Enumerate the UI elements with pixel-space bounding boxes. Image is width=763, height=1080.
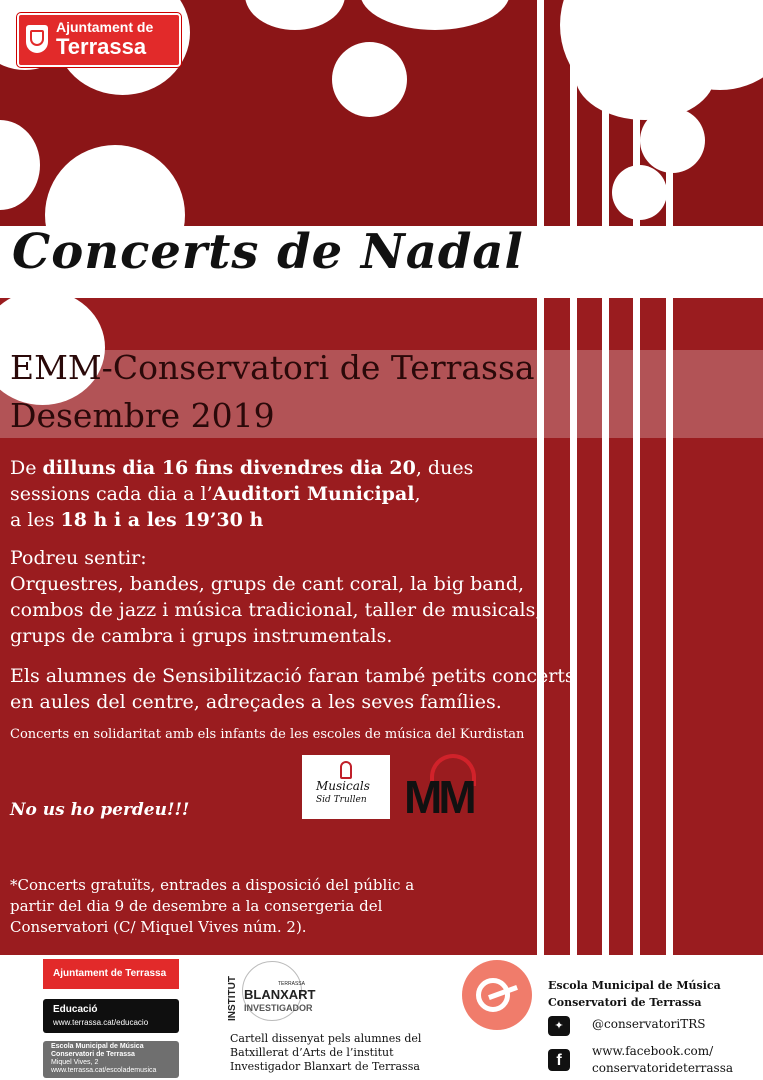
facebook-url-line1[interactable]: www.facebook.com/	[592, 1044, 714, 1058]
facebook-icon[interactable]: f	[548, 1049, 570, 1071]
credit-line2: Batxillerat d’Arts de l’institut	[230, 1046, 394, 1059]
note-line2: partir del dia 9 de desembre a la consergeria del	[10, 897, 383, 915]
mm-logo	[402, 752, 506, 822]
subtitle-line2: Desembre 2019	[10, 396, 275, 435]
credit-line3: Investigador Blanxart de Terrassa	[230, 1060, 420, 1073]
string-decoration	[633, 0, 640, 955]
schedule-line2	[10, 481, 421, 507]
musicals-logo	[302, 755, 390, 819]
conservatori-logo-icon	[462, 960, 532, 1030]
twitter-handle[interactable]: @conservatoriTRS	[592, 1017, 706, 1031]
string-decoration	[602, 0, 609, 955]
twitter-icon[interactable]: ✦	[548, 1016, 570, 1036]
footer	[0, 955, 763, 1080]
educacio-title: Educació	[53, 1004, 98, 1015]
facebook-url-line2[interactable]: conservatorideterrassa	[592, 1061, 734, 1075]
escola-line4: www.terrassa.cat/escolademusica	[51, 1067, 157, 1074]
string-decoration	[537, 0, 544, 955]
blanxart-name: BLANXART	[244, 987, 316, 1002]
institut-word: INSTITUT	[227, 976, 238, 1021]
tagline: No us ho perdeu!!!	[10, 800, 190, 820]
text-span: De	[10, 457, 43, 479]
note-line1: *Concerts gratuïts, entrades a disposició del públic a	[10, 876, 415, 894]
times-bold: 18 h i a les 19’30 h	[60, 509, 264, 531]
investigador-word: INVESTIGADOR	[244, 1003, 313, 1013]
school-name-line2: Conservatori de Terrassa	[548, 996, 702, 1009]
footer-ajuntament-badge	[43, 959, 179, 989]
credit-line1: Cartell dissenyat pels alumnes del	[230, 1032, 422, 1045]
text-span: a les	[10, 509, 61, 531]
program-line4: grups de cambra i grups instrumentals.	[10, 625, 393, 647]
text-span: , dues	[415, 457, 474, 479]
program-line3: combos de jazz i música tradicional, taller de musicals,	[10, 599, 542, 621]
ajuntament-logo	[17, 13, 181, 67]
escola-line3: Miquel Vives, 2	[51, 1059, 99, 1066]
footer-ajuntament-label: Ajuntament de Terrassa	[53, 968, 167, 979]
text-span: ,	[414, 483, 421, 505]
sensibilitzacio-line2: en aules del centre, adreçades a les seves famílies.	[10, 691, 502, 713]
schedule-line3	[10, 507, 263, 533]
text-span: sessions cada dia a l’	[10, 483, 213, 505]
subtitle-line1: EMM-Conservatori de Terrassa	[10, 348, 535, 387]
note-line3: Conservatori (C/ Miquel Vives núm. 2).	[10, 918, 307, 936]
sensibilitzacio-line1: Els alumnes de Sensibilització faran també petits concerts	[10, 665, 575, 687]
ajuntament-top-text: Ajuntament de	[56, 19, 154, 35]
ajuntament-city-text: Terrassa	[56, 34, 147, 59]
venue-bold: Auditori Municipal	[212, 483, 415, 505]
solidarity-text: Concerts en solidaritat amb els infants de les escoles de música del Kurdistan	[10, 727, 525, 742]
shield-icon	[26, 25, 48, 53]
dates-bold: dilluns dia 16 fins divendres dia 20	[42, 457, 416, 479]
string-decoration	[570, 0, 577, 955]
page-title: Concerts de Nadal	[12, 224, 524, 280]
schedule-line1	[10, 455, 473, 481]
string-decoration	[666, 0, 673, 955]
bubble-decoration	[332, 42, 407, 117]
educacio-url: www.terrassa.cat/educacio	[53, 1018, 149, 1027]
school-name-line1: Escola Municipal de Música	[548, 979, 721, 992]
program-line2: Orquestres, bandes, grups de cant coral, la big band,	[10, 573, 525, 595]
program-line1: Podreu sentir:	[10, 547, 147, 569]
musicals-line2: Sid Trullen	[316, 795, 367, 805]
escola-line2: Conservatori de Terrassa	[51, 1051, 135, 1058]
musicals-line1: Musicals	[316, 779, 370, 793]
blanxart-logo	[227, 959, 316, 1029]
escola-line1: Escola Municipal de Música	[51, 1043, 144, 1050]
footer-escola-badge	[43, 1041, 179, 1078]
blanxart-top: TERRASSA	[278, 981, 305, 987]
footer-educacio-badge	[43, 999, 179, 1033]
mm-text: MM	[404, 771, 473, 823]
lyre-icon	[340, 761, 352, 779]
